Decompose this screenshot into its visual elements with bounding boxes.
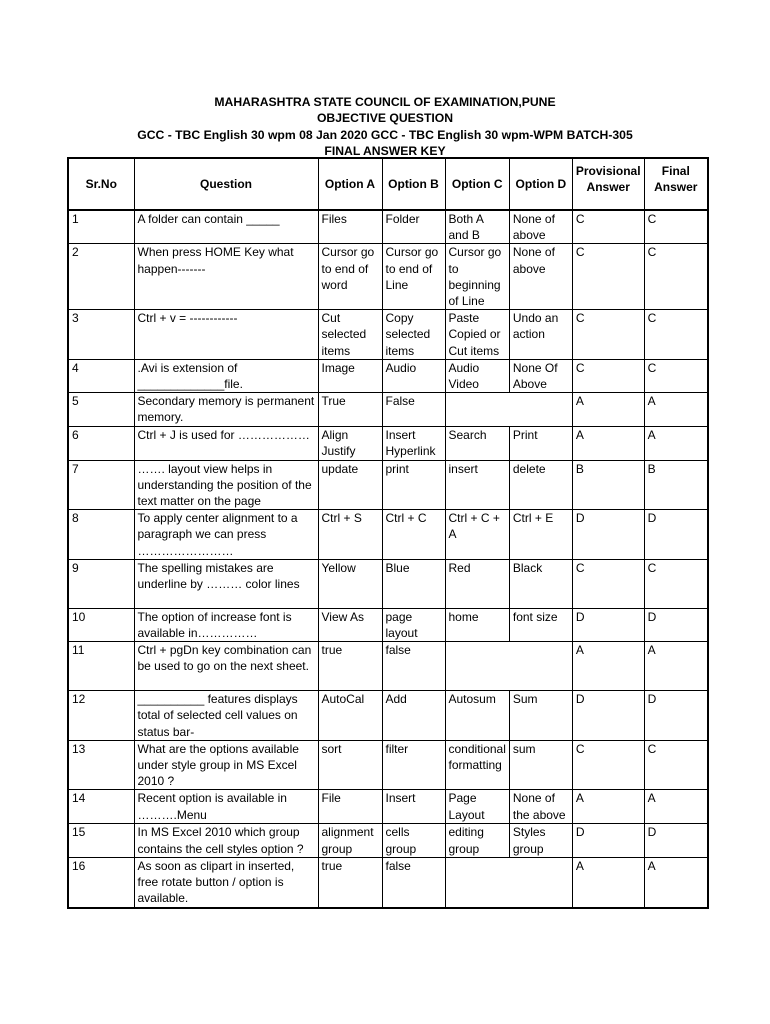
option-c-cell: Audio Video: [445, 359, 509, 392]
option-c-cell: conditional formatting: [445, 740, 509, 790]
final-answer-cell: C: [644, 310, 708, 360]
option-a-cell: true: [318, 857, 382, 908]
final-answer-cell: D: [644, 691, 708, 741]
exam-details: GCC - TBC English 30 wpm 08 Jan 2020 GCC - TBC English 30 wpm-WPM BATCH-305: [137, 127, 633, 142]
provisional-answer-cell: D: [572, 824, 644, 857]
objective-question-title: OBJECTIVE QUESTION: [316, 111, 454, 126]
provisional-answer-cell: A: [572, 426, 644, 460]
option-d-cell: Print: [509, 426, 572, 460]
sr-no-cell: 1: [68, 210, 134, 244]
header-srno: Sr.No: [68, 158, 134, 210]
final-answer-cell: C: [644, 559, 708, 608]
provisional-answer-cell: C: [572, 740, 644, 790]
sr-no-cell: 12: [68, 691, 134, 741]
option-d-cell: sum: [509, 740, 572, 790]
option-b-cell: filter: [382, 740, 445, 790]
header-option-b: Option B: [382, 158, 445, 210]
question-cell: Recent option is available in ……….Menu: [134, 790, 318, 824]
option-a-cell: Cursor go to end of word: [318, 244, 382, 310]
question-cell: A folder can contain _____: [134, 210, 318, 244]
option-c-cell: [445, 642, 572, 691]
final-answer-cell: D: [644, 608, 708, 641]
table-row: [68, 460, 708, 510]
option-a-cell: update: [318, 460, 382, 510]
sr-no-cell: 8: [68, 510, 134, 560]
question-cell: The spelling mistakes are underline by ……… color lines: [134, 559, 318, 608]
table-row: [68, 426, 708, 460]
table-row: [68, 244, 708, 310]
option-b-cell: false: [382, 642, 445, 691]
option-b-cell: Cursor go to end of Line: [382, 244, 445, 310]
provisional-answer-cell: D: [572, 691, 644, 741]
final-answer-cell: C: [644, 740, 708, 790]
table-row: [68, 510, 708, 560]
provisional-answer-cell: A: [572, 393, 644, 426]
final-answer-cell: A: [644, 790, 708, 824]
option-a-cell: File: [318, 790, 382, 824]
provisional-answer-cell: C: [572, 359, 644, 392]
table-row: [68, 642, 708, 691]
option-c-cell: Paste Copied or Cut items: [445, 310, 509, 360]
question-cell: To apply center alignment to a paragraph we can press ……………………: [134, 510, 318, 560]
option-a-cell: View As: [318, 608, 382, 641]
final-answer-cell: A: [644, 857, 708, 908]
option-c-cell: Autosum: [445, 691, 509, 741]
header-question: Question: [134, 158, 318, 210]
provisional-answer-cell: B: [572, 460, 644, 510]
council-title: MAHARASHTRA STATE COUNCIL OF EXAMINATION,PUNE: [214, 95, 556, 109]
option-c-cell: Page Layout: [445, 790, 509, 824]
option-c-cell: Ctrl + C + A: [445, 510, 509, 560]
sr-no-cell: 7: [68, 460, 134, 510]
final-answer-cell: C: [644, 359, 708, 392]
answer-key-table: [67, 157, 709, 909]
option-a-cell: Cut selected items: [318, 310, 382, 360]
table-row: [68, 740, 708, 790]
final-answer-cell: B: [644, 460, 708, 510]
option-a-cell: Files: [318, 210, 382, 244]
answer-key-rows: [68, 210, 708, 908]
final-answer-cell: A: [644, 393, 708, 426]
provisional-answer-cell: D: [572, 510, 644, 560]
sr-no-cell: 4: [68, 359, 134, 392]
table-row: [68, 310, 708, 360]
option-b-cell: cells group: [382, 824, 445, 857]
question-cell: When press HOME Key what happen-------: [134, 244, 318, 310]
question-cell: Ctrl + v = ------------: [134, 310, 318, 360]
option-a-cell: Align Justify: [318, 426, 382, 460]
question-cell: In MS Excel 2010 which group contains the cell styles option ?: [134, 824, 318, 857]
header-final-answer: Final Answer: [644, 158, 708, 210]
option-b-cell: Insert Hyperlink: [382, 426, 445, 460]
sr-no-cell: 14: [68, 790, 134, 824]
option-a-cell: alignment group: [318, 824, 382, 857]
option-c-cell: [445, 857, 572, 908]
sr-no-cell: 15: [68, 824, 134, 857]
sr-no-cell: 11: [68, 642, 134, 691]
document-heading: [0, 94, 770, 159]
sr-no-cell: 16: [68, 857, 134, 908]
option-d-cell: None of the above: [509, 790, 572, 824]
option-c-cell: Red: [445, 559, 509, 608]
option-b-cell: Blue: [382, 559, 445, 608]
option-b-cell: false: [382, 857, 445, 908]
option-d-cell: Ctrl + E: [509, 510, 572, 560]
option-c-cell: Cursor go to beginning of Line: [445, 244, 509, 310]
table-header-row: [68, 158, 708, 210]
provisional-answer-cell: C: [572, 310, 644, 360]
question-cell: Ctrl + J is used for ………………: [134, 426, 318, 460]
table-row: [68, 393, 708, 426]
provisional-answer-cell: D: [572, 608, 644, 641]
option-d-cell: None Of Above: [509, 359, 572, 392]
table-row: [68, 691, 708, 741]
header-provisional-answer: Provisional Answer: [572, 158, 644, 210]
final-answer-cell: C: [644, 244, 708, 310]
option-c-cell: [445, 393, 572, 426]
table-row: [68, 210, 708, 244]
table-row: [68, 824, 708, 857]
final-answer-cell: C: [644, 210, 708, 244]
provisional-answer-cell: C: [572, 244, 644, 310]
question-cell: The option of increase font is available in……………: [134, 608, 318, 641]
option-d-cell: delete: [509, 460, 572, 510]
question-cell: .Avi is extension of _____________file.: [134, 359, 318, 392]
table-row: [68, 857, 708, 908]
provisional-answer-cell: C: [572, 559, 644, 608]
sr-no-cell: 10: [68, 608, 134, 641]
option-b-cell: Folder: [382, 210, 445, 244]
option-d-cell: None of above: [509, 244, 572, 310]
option-b-cell: page layout: [382, 608, 445, 641]
option-b-cell: Ctrl + C: [382, 510, 445, 560]
question-cell: __________ features displays total of selected cell values on status bar-: [134, 691, 318, 741]
option-b-cell: Copy selected items: [382, 310, 445, 360]
option-a-cell: sort: [318, 740, 382, 790]
option-c-cell: Both A and B: [445, 210, 509, 244]
option-d-cell: Styles group: [509, 824, 572, 857]
sr-no-cell: 5: [68, 393, 134, 426]
option-a-cell: Yellow: [318, 559, 382, 608]
option-d-cell: Undo an action: [509, 310, 572, 360]
sr-no-cell: 9: [68, 559, 134, 608]
provisional-answer-cell: A: [572, 857, 644, 908]
option-c-cell: Search: [445, 426, 509, 460]
option-d-cell: None of above: [509, 210, 572, 244]
option-b-cell: Insert: [382, 790, 445, 824]
question-cell: Ctrl + pgDn key combination can be used to go on the next sheet.: [134, 642, 318, 691]
question-cell: ……. layout view helps in understanding the position of the text matter on the page: [134, 460, 318, 510]
sr-no-cell: 13: [68, 740, 134, 790]
option-a-cell: AutoCal: [318, 691, 382, 741]
header-option-c: Option C: [445, 158, 509, 210]
option-a-cell: True: [318, 393, 382, 426]
table-row: [68, 608, 708, 641]
option-a-cell: true: [318, 642, 382, 691]
provisional-answer-cell: C: [572, 210, 644, 244]
final-answer-cell: A: [644, 426, 708, 460]
header-option-a: Option A: [318, 158, 382, 210]
sr-no-cell: 6: [68, 426, 134, 460]
option-c-cell: insert: [445, 460, 509, 510]
table-row: [68, 790, 708, 824]
table-row: [68, 359, 708, 392]
option-b-cell: Audio: [382, 359, 445, 392]
sr-no-cell: 2: [68, 244, 134, 310]
sr-no-cell: 3: [68, 310, 134, 360]
option-b-cell: Add: [382, 691, 445, 741]
option-d-cell: Black: [509, 559, 572, 608]
header-option-d: Option D: [509, 158, 572, 210]
option-b-cell: False: [382, 393, 445, 426]
option-b-cell: print: [382, 460, 445, 510]
option-d-cell: Sum: [509, 691, 572, 741]
option-c-cell: home: [445, 608, 509, 641]
option-a-cell: Image: [318, 359, 382, 392]
final-answer-cell: D: [644, 824, 708, 857]
question-cell: Secondary memory is permanent memory.: [134, 393, 318, 426]
option-d-cell: font size: [509, 608, 572, 641]
option-a-cell: Ctrl + S: [318, 510, 382, 560]
table-row: [68, 559, 708, 608]
provisional-answer-cell: A: [572, 790, 644, 824]
question-cell: As soon as clipart in inserted, free rotate button / option is available.: [134, 857, 318, 908]
final-answer-cell: D: [644, 510, 708, 560]
final-answer-cell: A: [644, 642, 708, 691]
final-answer-key-title: FINAL ANSWER KEY: [324, 143, 446, 158]
question-cell: What are the options available under style group in MS Excel 2010 ?: [134, 740, 318, 790]
provisional-answer-cell: A: [572, 642, 644, 691]
option-c-cell: editing group: [445, 824, 509, 857]
